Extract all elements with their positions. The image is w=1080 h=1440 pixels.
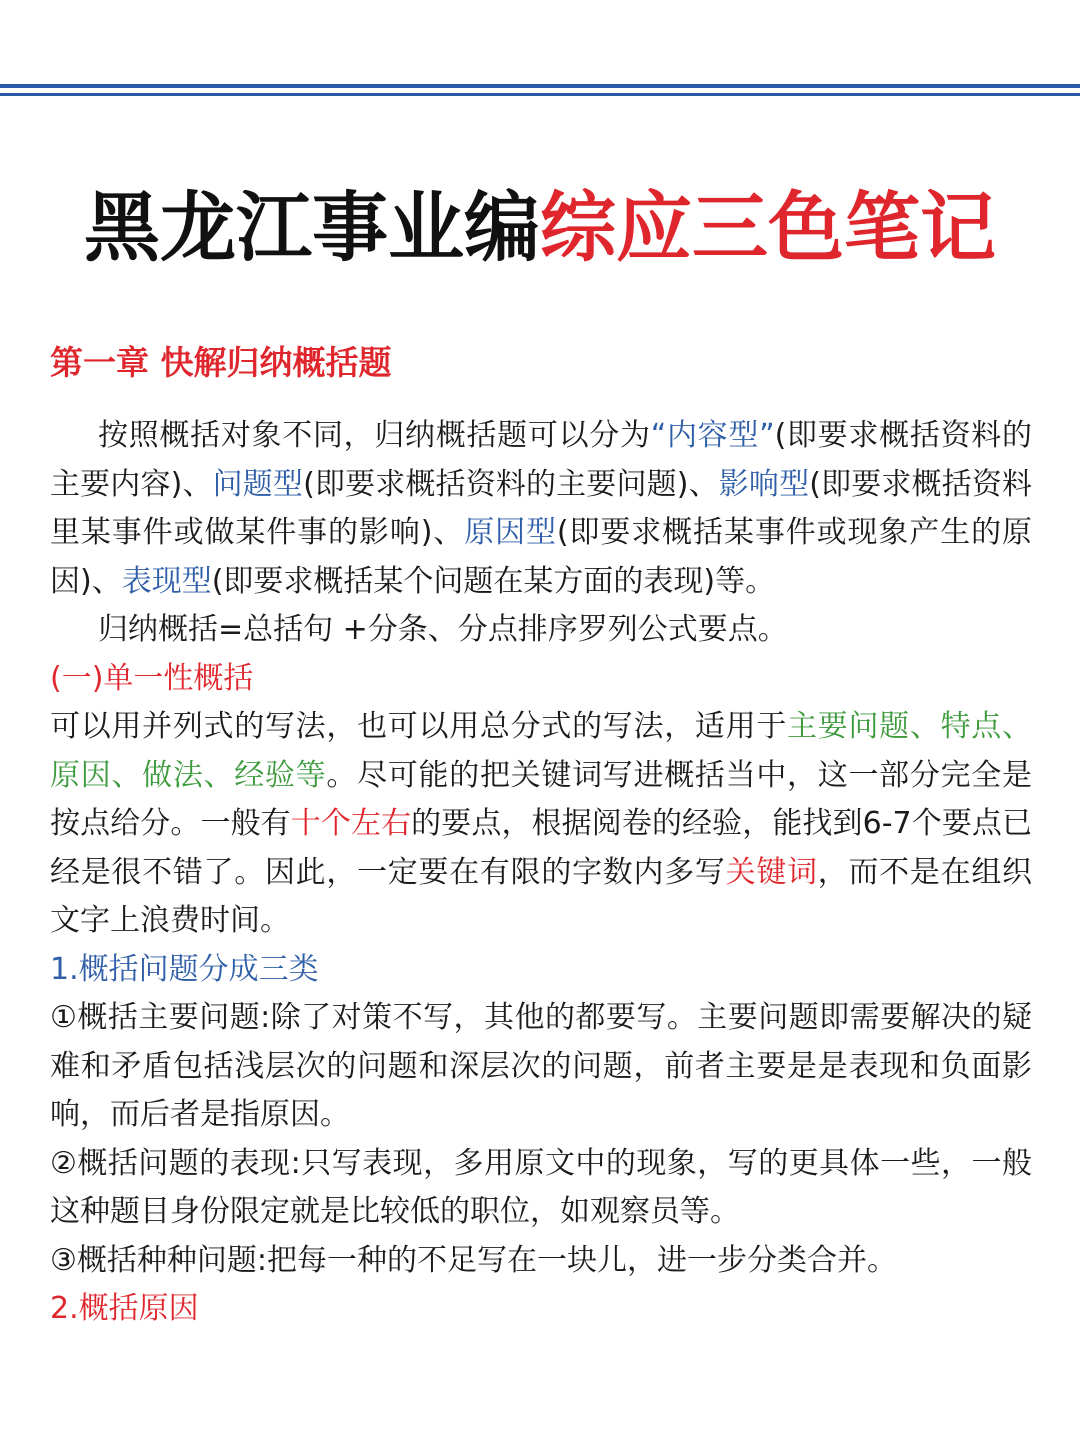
- applicable-types: 主要问题、特点、原因、做法、经验等: [50, 709, 1033, 793]
- intro-text: (即要求概括资料的主要问题)、: [303, 466, 719, 502]
- intro-text: (即要求概括某个问题在某方面的表现)等。: [211, 563, 776, 599]
- section-text: ，而不是在组织文字上浪费时间。: [50, 854, 1033, 938]
- list-item-problem-manifestation: ②概括问题的表现:只写表现，多用原文中的现象，写的更具体一些，一般这种题目身份限定就是比较低的职位，如观察员等。: [50, 1145, 1032, 1229]
- list-item-main-problems: ①概括主要问题:除了对策不写，其他的都要写。主要问题即需要解决的疑难和矛盾包括浅层次的问题和深层次的问题，前者主要是是表现和负面影响，而后者是指原因。: [50, 1000, 1032, 1132]
- type-impact: 影响型: [718, 466, 810, 502]
- intro-text: (即要求概括资料里某事件或做某件事的影响)、: [50, 466, 1033, 550]
- type-cause: 原因型: [464, 515, 557, 550]
- list-item-various-problems: ③概括种种问题:把每一种的不足写在一块儿，进一步分类合并。: [50, 1242, 898, 1278]
- section-text: 。尽可能的把关键词写进概括当中，这一部分完全是按点给分。一般有: [50, 757, 1033, 841]
- intro-paragraph: [50, 412, 1032, 606]
- header-rule-bottom: [0, 93, 1080, 96]
- page-title: [0, 178, 1080, 278]
- section-heading-single: (一)单一性概括: [50, 660, 254, 696]
- header-rule-top: [0, 84, 1080, 88]
- type-manifestation: 表现型: [121, 563, 212, 599]
- title-red-part: 综应三色笔记: [540, 183, 996, 272]
- formula-paragraph: 归纳概括=总括句 +分条、分点排序罗列公式要点。: [98, 612, 788, 647]
- section-text: 的要点，根据阅卷的经验，能找到6-7个要点已经是很不错了。因此，一定要在有限的字数内多写: [50, 806, 1033, 890]
- note-content: [50, 336, 1032, 1334]
- section-text: 可以用并列式的写法，也可以用总分式的写法，适用于: [50, 709, 788, 744]
- chapter-heading: 第一章 快解归纳概括题: [50, 343, 392, 382]
- keyword-highlight: 关键词: [725, 854, 818, 890]
- type-problem: 问题型: [212, 466, 304, 502]
- point-count-highlight: 十个左右: [290, 806, 412, 841]
- title-black-part: 黑龙江事业编: [84, 183, 540, 272]
- intro-text: (即要求概括资料的主要内容)、: [50, 418, 1032, 502]
- intro-text: (即要求概括某事件或现象产生的原因)、: [50, 515, 1032, 599]
- type-content: “内容型”: [650, 418, 775, 453]
- subheading-problem-types: 1.概括问题分成三类: [50, 951, 319, 987]
- subheading-causes: 2.概括原因: [50, 1291, 199, 1326]
- single-summary-paragraph: [50, 703, 1032, 946]
- intro-text: 按照概括对象不同，归纳概括题可以分为: [98, 418, 651, 453]
